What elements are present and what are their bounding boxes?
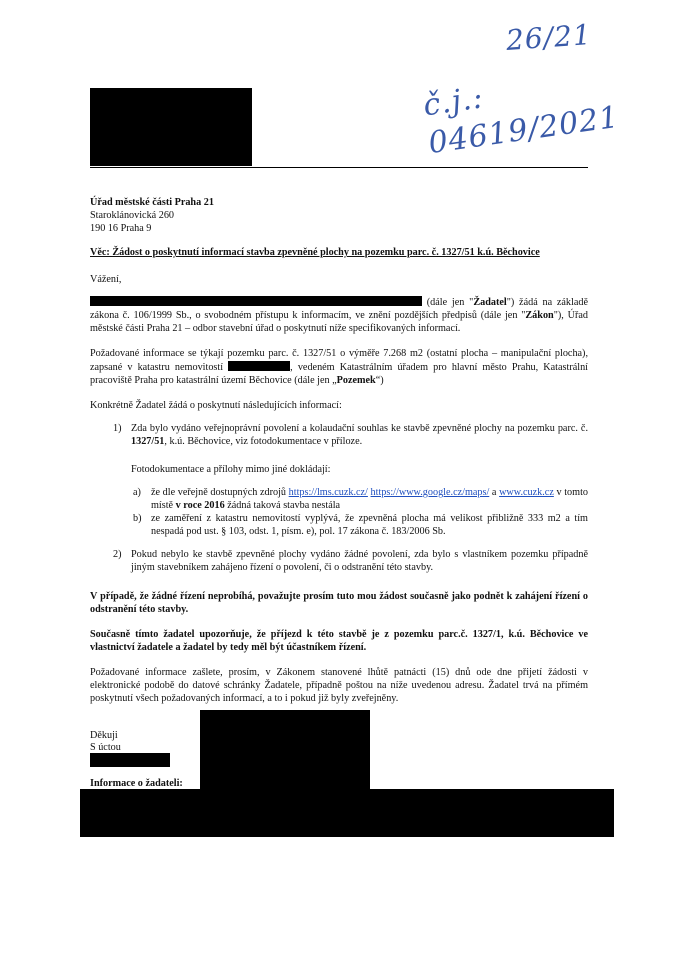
delivery-paragraph: Požadované informace zašlete, prosím, v Zákonem stanovené lhůtě patnácti (15) dnů ode dne přijetí žádosti v elektronické podobě do datové schránky Žadatele, případně poštou na níže uvedenou adresu. Žadatel trvá na přímém poskytnutí všech požadovaných informací, a to i pokud již byly zveřejněny. — [90, 667, 588, 704]
request-item-2: 2) Pokud nebylo ke stavbě zpevněné plochy vydáno žádné povolení, zda bylo s vlastníkem pozemku případně jiným stavebníkem zahájeno řízení o povolení, či o odstranění této stavby. — [113, 549, 588, 573]
intro-paragraph: (dále jen "Žadatel") žádá na základě zákona č. 106/1999 Sb., o svobodném přístupu k informacím, ve znění pozdějších předpisů (dále jen "Zákon"), Úřad městské části Praha 21 – odbor stavební úřad o poskytnutí níže specifikovaných informací. — [90, 297, 588, 334]
closing-thanks: Děkuji — [90, 730, 118, 741]
closing-regards: S úctou — [90, 742, 121, 753]
redacted-signature — [200, 710, 370, 790]
redacted-applicant-name — [90, 296, 422, 306]
redacted-applicant-info — [80, 789, 614, 837]
link-google-maps[interactable]: https://www.google.cz/maps/ — [370, 487, 490, 498]
link-cuzk[interactable]: www.cuzk.cz — [499, 487, 554, 498]
handwritten-number: 26/21 — [504, 18, 593, 57]
recipient-name: Úřad městské části Praha 21 — [90, 197, 214, 208]
recipient-address — [90, 197, 390, 235]
property-paragraph: Požadované informace se týkají pozemku parc. č. 1327/51 o výměře 7.268 m2 (ostatní plocha – manipulační plocha), zapsané v katastru nemovitostí , vedeném Katastrálním úřadem pro hlavní město Prahu, Katastrální pracoviště Praha pro katastrální území Běchovice (dále jen „Pozemek“) — [90, 348, 588, 386]
photo-doc-intro: Fotodokumentace a přílohy mimo jiné dokládají: — [131, 464, 331, 475]
redacted-sender-block — [90, 88, 252, 166]
access-notice-paragraph: Současně tímto žadatel upozorňuje, že příjezd k této stavbě je z pozemku parc.č. 1327/1, k.ú. Běchovice ve vlastnictví žadatele a žadatel by tedy měl být účastníkem řízení. — [90, 629, 588, 653]
subject-line: Věc: Žádost o poskytnutí informací stavba zpevněné plochy na pozemku parc. č. 1327/51 k.ú. Běchovice — [90, 247, 540, 258]
link-lms-cuzk[interactable]: https://lms.cuzk.cz/ — [288, 487, 368, 498]
applicant-info-label: Informace o žadateli: — [90, 778, 183, 789]
recipient-street: Staroklánovická 260 — [90, 209, 175, 221]
redacted-signer-name — [90, 753, 170, 767]
evidence-item-b: b) ze zaměření z katastru nemovitostí vyplývá, že zpevněná plocha má velikost přibližně 333 m2 a tím nespadá pod ust. § 103, odst. 1, písm. e), pol. 17 zákona č. 183/2006 Sb. — [133, 513, 588, 537]
evidence-item-a: a) že dle veřejně dostupných zdrojů https://lms.cuzk.cz/ https://www.google.cz/maps/ a www.cuzk.cz v tomto místě v roce 2016 žádná taková stavba nestála — [133, 487, 588, 511]
recipient-city: 190 16 Praha 9 — [90, 222, 152, 234]
salutation: Vážení, — [90, 274, 122, 285]
request-intro: Konkrétně Žadatel žádá o poskytnutí následujících informací: — [90, 400, 342, 411]
request-item-1: 1) Zda bylo vydáno veřejnoprávní povolení a kolaudační souhlas ke stavbě zpevněné plochy na pozemku parc. č. 1327/51, k.ú. Běchovice, viz fotodokumentace v příloze. — [113, 423, 588, 447]
redacted-lv-number — [228, 361, 290, 371]
handwritten-reference: č.j.: 04619/2021 — [421, 80, 622, 161]
removal-request-paragraph: V případě, že žádné řízení neprobíhá, považujte prosím tuto mou žádost současně jako podnět k zahájení řízení o odstranění této stavby. — [90, 591, 588, 615]
header-divider — [90, 167, 588, 168]
